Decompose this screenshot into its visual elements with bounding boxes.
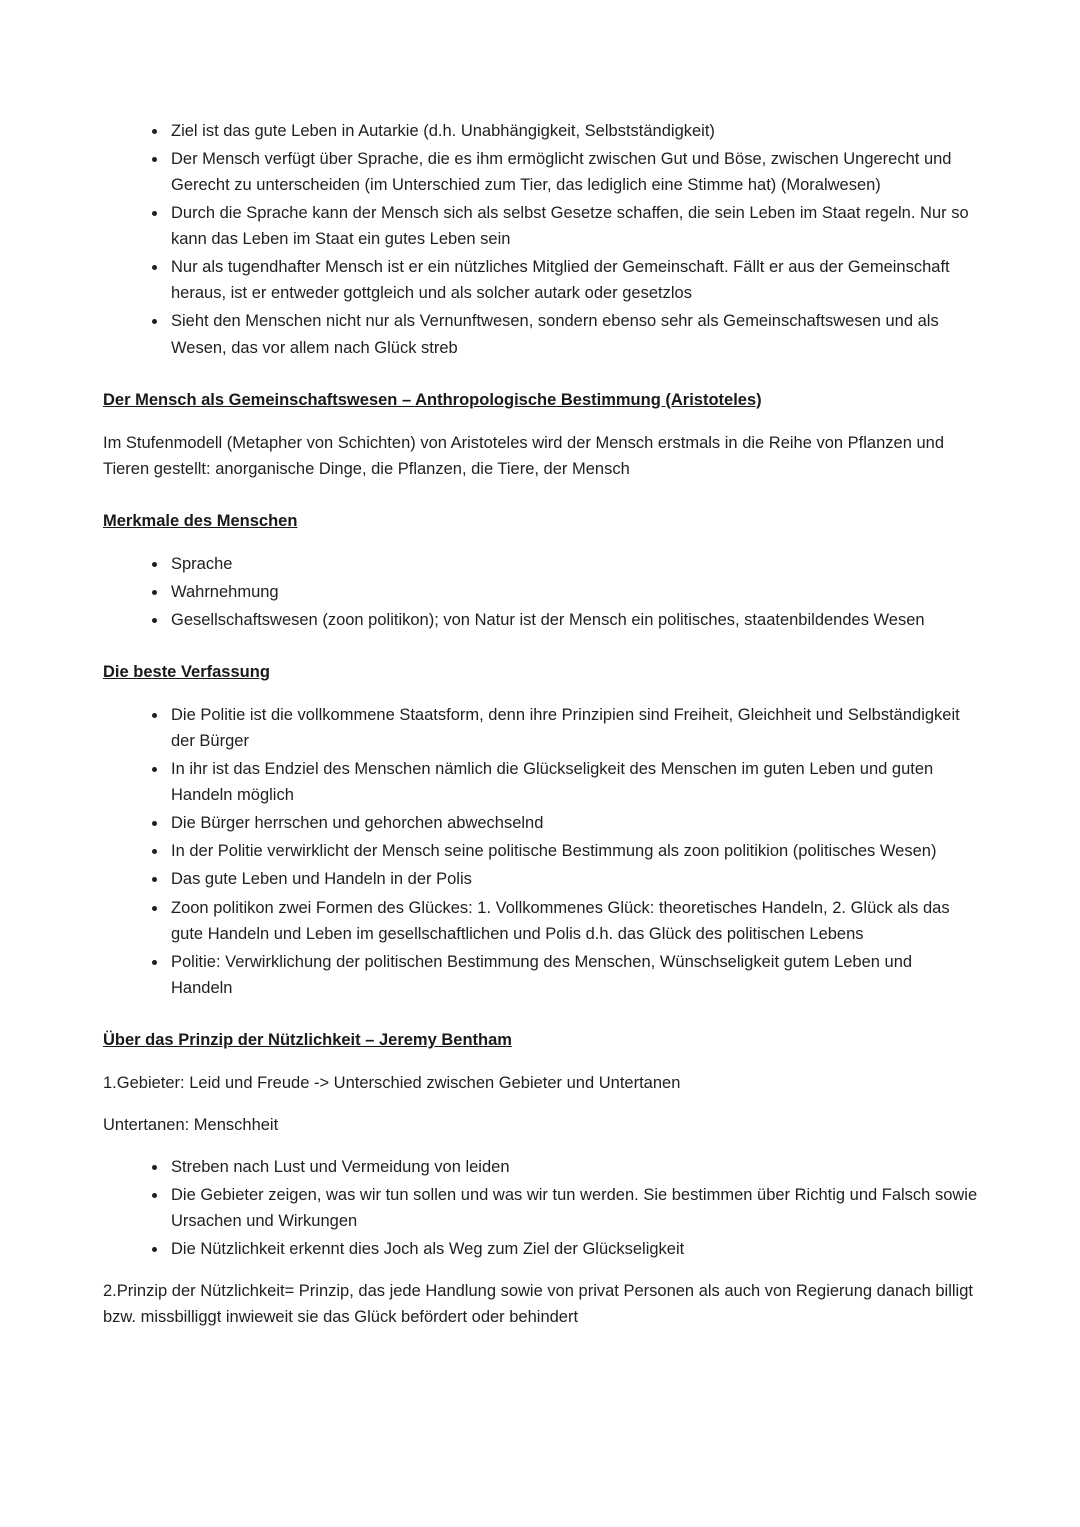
- list-item: • Sprache: [168, 551, 978, 577]
- list-item: • Die Bürger herrschen und gehorchen abwechselnd: [168, 810, 978, 836]
- intro-bullet-list: [103, 118, 978, 361]
- list-item: • Die Politie ist die vollkommene Staatsform, denn ihre Prinzipien sind Freiheit, Gleichheit und Selbständigkeit der Bürger: [168, 702, 978, 754]
- list-item: • Politie: Verwirklichung der politischen Bestimmung des Menschen, Wünschseligkeit gutem Leben und Handeln: [168, 949, 978, 1001]
- paragraph-untertanen: Untertanen: Menschheit: [103, 1115, 279, 1134]
- paragraph-prinzip: 2.Prinzip der Nützlichkeit= Prinzip, das jede Handlung sowie von privat Personen als auch von Regierung danach billigt bzw. missbilliggt inwieweit sie das Glück befördert oder behindert: [103, 1282, 973, 1327]
- list-item: • Durch die Sprache kann der Mensch sich als selbst Gesetze schaffen, die sein Leben im Staat regeln. Nur so kann das Leben im Staat ein gutes Leben sein: [168, 200, 978, 252]
- list-item: • Die Nützlichkeit erkennt dies Joch als Weg zum Ziel der Glückseligkeit: [168, 1236, 978, 1262]
- list-item: • Zoon politikon zwei Formen des Glückes: 1. Vollkommenes Glück: theoretisches Handeln, 2. Glück als das gute Handeln und Leben im gesellschaftlichen und Polis d.h. das Glück des politischen Lebens: [168, 895, 978, 947]
- paragraph-stufenmodell: Im Stufenmodell (Metapher von Schichten) von Aristoteles wird der Mensch erstmals in die Reihe von Pflanzen und Tieren gestellt: anorganische Dinge, die Pflanzen, die Tiere, der Mensch: [103, 433, 945, 478]
- paragraph-gebieter: 1.Gebieter: Leid und Freude -> Unterschied zwischen Gebieter und Untertanen: [103, 1073, 681, 1092]
- list-item: • Wahrnehmung: [168, 579, 978, 605]
- list-item: • Der Mensch verfügt über Sprache, die es ihm ermöglicht zwischen Gut und Böse, zwischen Ungerecht und Gerecht zu unterscheiden (im Unterschied zum Tier, das lediglich eine Stimme hat) (Moralwesen): [168, 146, 978, 198]
- list-item: • Streben nach Lust und Vermeidung von leiden: [168, 1154, 978, 1180]
- list-item: • Die Gebieter zeigen, was wir tun sollen und was wir tun werden. Sie bestimmen über Richtig und Falsch sowie Ursachen und Wirkungen: [168, 1182, 978, 1234]
- list-item: • Gesellschaftswesen (zoon politikon); von Natur ist der Mensch ein politisches, staatenbildendes Wesen: [168, 607, 978, 633]
- list-item: • Sieht den Menschen nicht nur als Vernunftwesen, sondern ebenso sehr als Gemeinschaftswesen und als Wesen, das vor allem nach Glück streb: [168, 308, 978, 360]
- section-heading-verfassung: Die beste Verfassung: [103, 663, 270, 681]
- list-item: • In der Politie verwirklicht der Mensch seine politische Bestimmung als zoon politikion (politisches Wesen): [168, 838, 978, 864]
- list-item: • Nur als tugendhafter Mensch ist er ein nützliches Mitglied der Gemeinschaft. Fällt er aus der Gemeinschaft heraus, ist er entweder gottgleich und als solcher autark oder gesetzlos: [168, 254, 978, 306]
- list-item: • Ziel ist das gute Leben in Autarkie (d.h. Unabhängigkeit, Selbstständigkeit): [168, 118, 978, 144]
- section-heading-gemeinschaftswesen: Der Mensch als Gemeinschaftswesen – Anthropologische Bestimmung (Aristoteles): [103, 390, 762, 409]
- merkmale-bullet-list: [103, 551, 978, 633]
- section-heading-nuetzlichkeit: Über das Prinzip der Nützlichkeit – Jeremy Bentham: [103, 1030, 512, 1049]
- section-heading-merkmale: Merkmale des Menschen: [103, 511, 298, 530]
- list-item: • In ihr ist das Endziel des Menschen nämlich die Glückseligkeit des Menschen im guten Leben und guten Handeln möglich: [168, 756, 978, 808]
- nuetzlichkeit-bullet-list: [103, 1154, 978, 1262]
- verfassung-bullet-list: [103, 702, 978, 1001]
- list-item: • Das gute Leben und Handeln in der Polis: [168, 866, 978, 892]
